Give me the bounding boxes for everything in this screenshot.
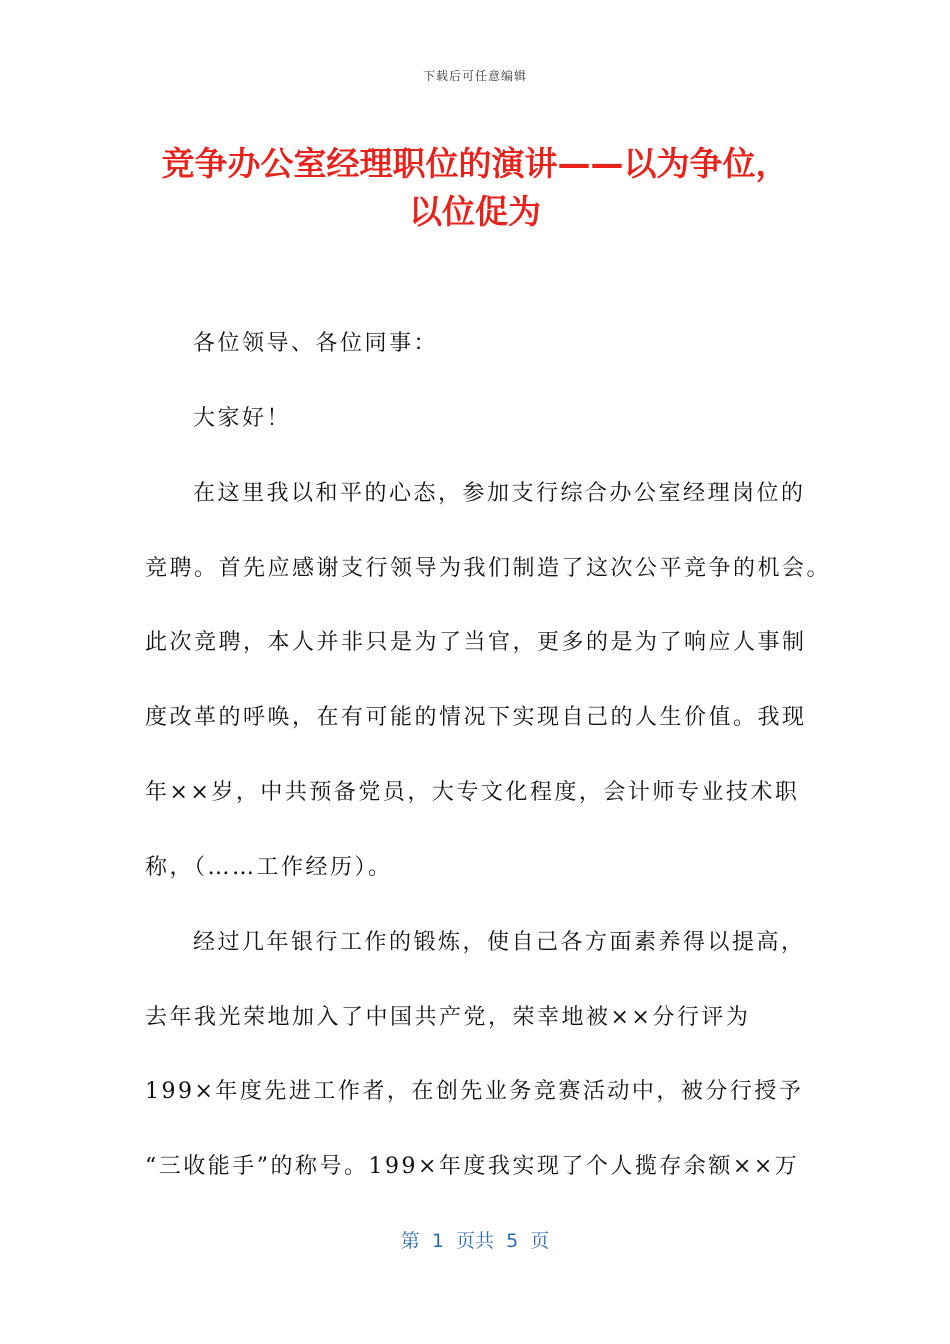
body-line: 年××岁，中共预备党员，大专文化程度，会计师专业技术职 — [145, 780, 800, 805]
document-title-line-1: 竞争办公室经理职位的演讲——以为争位， — [161, 144, 789, 183]
body-line: “三收能手”的称号。199×年度我实现了个人揽存余额××万 — [145, 1154, 800, 1179]
body-line: 此次竞聘，本人并非只是为了当官，更多的是为了响应人事制 — [145, 630, 807, 655]
body-line: 经过几年银行工作的锻炼，使自己各方面素养得以提高， — [193, 930, 806, 955]
body-line: 在这里我以和平的心态，参加支行综合办公室经理岗位的 — [193, 481, 806, 506]
body-line: 去年我光荣地加入了中国共产党，荣幸地被××分行评为 — [145, 1005, 751, 1030]
salutation: 各位领导、各位同事： — [193, 331, 439, 356]
header-note: 下载后可任意编辑 — [422, 69, 527, 83]
body-line: 度改革的呼唤，在有可能的情况下实现自己的人生价值。我现 — [145, 705, 807, 730]
document-title — [130, 140, 820, 236]
greeting: 大家好！ — [193, 406, 292, 431]
document-title-line-2: 以位促为 — [409, 192, 541, 231]
body-line: 称，（……工作经历）。 — [145, 855, 393, 880]
page-number-footer: 第 1 页共 5 页 — [400, 1230, 550, 1252]
body-line: 199×年度先进工作者，在创先业务竞赛活动中，被分行授予 — [145, 1079, 804, 1104]
body-line: 竞聘。首先应感谢支行领导为我们制造了这次公平竞争的机会。 — [145, 556, 832, 581]
